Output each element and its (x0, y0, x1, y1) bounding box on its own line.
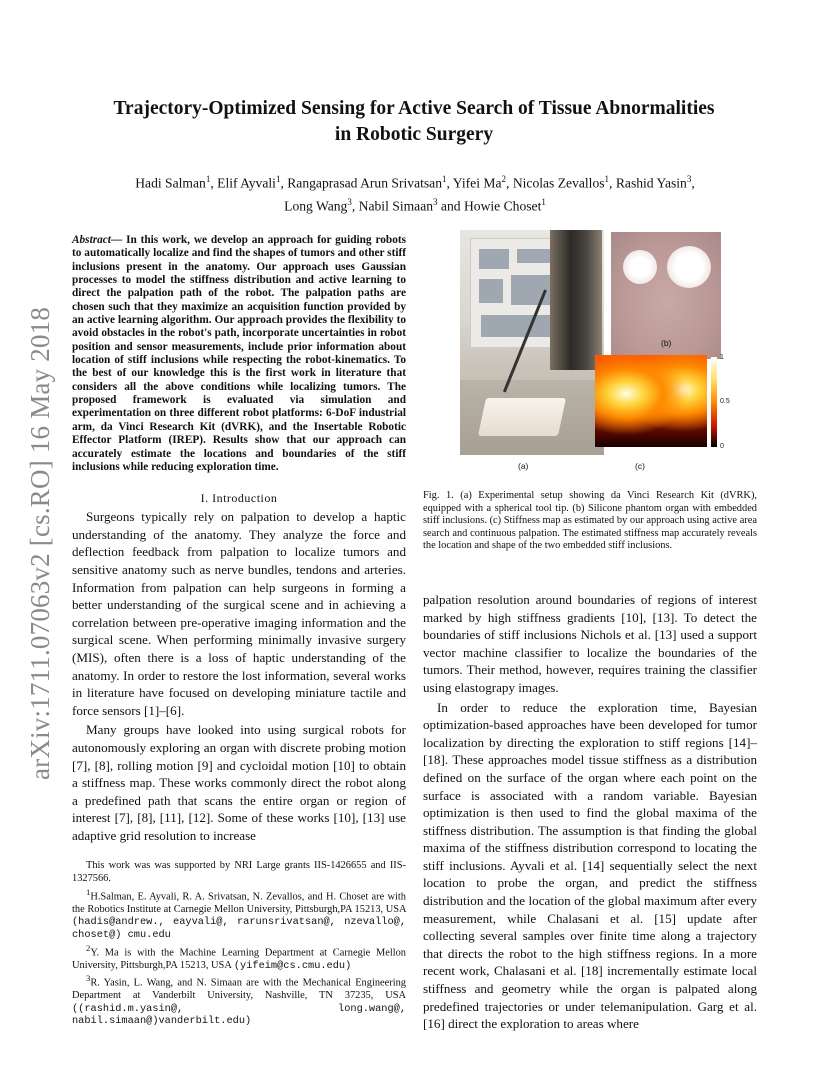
section-heading-introduction: I. Introduction (200, 491, 278, 506)
figure-1 (423, 230, 757, 480)
abstract (72, 234, 406, 474)
arxiv-stamp (20, 270, 60, 780)
colorbar-tick-mid: 0.5 (720, 398, 730, 405)
colorbar (711, 357, 717, 447)
footnote-grant: This work was was supported by NRI Large grants IIS-1426655 and IIS-1327566. (72, 860, 406, 885)
intro-paragraph-1: Surgeons typically rely on palpation to develop a haptic understanding of the anatomy. They analyze the force and deflection feedback from palpation to localize tumors and sensitive anatomy such as nerve bundles, tendons and arteries. Information from palpation can help surgeons in forming a better understanding of the surgical scene and in achieving a correlation between pre-operative imaging information and the surgical scene. When performing minimally invasive surgery (MIS), often there is a loss of haptic understanding of the anatomy. In order to restore the lost information, several works in literature have focused on developing miniature tactile and force sensors [1]–[6]. (72, 509, 406, 718)
footnotes (72, 860, 406, 1028)
sub-label-b: (b) (661, 338, 672, 348)
robot-arm (550, 230, 602, 370)
arxiv-id: arXiv:1711.07063v2 [cs.RO] 16 May 2018 (25, 306, 55, 780)
sub-label-a: (a) (518, 461, 529, 471)
footnote-3: $^3$R. Yasin, L. Wang, and N. Simaan are with the Mechanical Engineering Department at Vanderbilt University, Nashville, TN 37235, USA ((rashid.m.yasin@, long.wang@, nabil.simaan@)vanderbilt.edu) (72, 973, 406, 1028)
colorbar-tick-min: 0 (720, 443, 724, 450)
inclusion-spot (667, 246, 711, 288)
left-column (72, 234, 406, 1028)
right-body (423, 591, 757, 1033)
setup-photo (460, 230, 604, 455)
sub-label-c: (c) (635, 461, 645, 471)
right-column (423, 230, 757, 1033)
figure-caption: Fig. 1. (a) Experimental setup showing da Vinci Research Kit (dVRK), equipped with a spherical tool tip. (b) Silicone phantom organ with embedded stiff inclusions. (c) Stiffness map as estimated by our approach using active area search and continuous palpation. The estimated stiffness map accurately reveals the location and shape of the two embedded stiff inclusions. (423, 490, 757, 552)
stiffness-map (595, 355, 707, 447)
abstract-lead: Abstract (72, 234, 111, 246)
colorbar-tick-max: 1 (720, 354, 724, 361)
right-paragraph-2: In order to reduce the exploration time, Bayesian optimization-based approaches have been developed for tumor localization by directing the exploration to stiff regions [14]–[18]. These approaches model tissue stiffness as a distribution defined on the surface of the organ where each point on the surface is associated with a random variable. Bayesian optimization is then used to find the global maxima of the stiffness distribution. The assumption is that finding the global maxima of the stiffness distribution correspond to locating the stiff inclusions. Ayvali et al. [14] sequentially select the next location to probe the organ, and predict the stiffness distribution and the location of the global maximum after every measurement, while Chalasani et al. [15] update after collecting several samples over finite time along a trajectory that directs the robot to the high stiffness regions. In a more recent work, Chalasani et al. [18] incrementally estimate local stiffness and geometry while the organ is palpated along predefined trajectories or under telemanipulation. Garg et al. [16] direct the exploration to areas where (423, 699, 757, 1032)
right-paragraph-1: palpation resolution around boundaries of regions of interest marked by high stiffness gradients [10], [13]. To detect the boundaries of stiff inclusions Nichols et al. [13] used a support vector machine classifier to localize the boundaries of the tumors. Their method, however, requires training the classifier using elastograpy images. (423, 591, 757, 695)
introduction-body (72, 508, 406, 844)
footnote-2: $^2$Y. Ma is with the Machine Learning Department at Carnegie Mellon University, Pittsburgh,PA 15213, USA (yifeim@cs.cmu.edu) (72, 942, 406, 972)
inclusion-spot (623, 250, 657, 284)
intro-paragraph-2: Many groups have looked into using surgical robots for autonomously exploring an organ with discrete probing motion [7], [8], rolling motion [9] and cycloidal motion [10] to obtain a stiffness map. These works commonly direct the robot along a predefined path that scans the entire organ or region of interest [7], [8], [11], [12]. Some of these works [10], [13] use adaptive grid resolution to increase (72, 722, 406, 843)
phantom-block (478, 398, 566, 436)
abstract-text: — In this work, we develop an approach for guiding robots to automatically localize and find the shapes of tumors and other stiff inclusions present in the anatomy. Our approach uses Gaussian processes to model the stiffness distribution and active learning to direct the palpation path of the robot. The palpation paths are chosen such that they maximize an acquisition function provided by an active learning algorithm. Our approach provides the flexibility to avoid obstacles in the robot's path, incorporate uncertainties in robot position and sensor measurements, include prior information about location of stiff inclusions while respecting the robot-kinematics. To the best of our knowledge this is the first work in literature that considers all the above conditions while localizing tumors. The proposed framework is evaluated via simulation and experimentation on three different robot platforms: 6-DoF industrial arm, da Vinci Research Kit (dVRK), and the Insertable Robotic Effector Platform (IREP). Results show that our approach can accurately estimate the locations and boundaries of the stiff inclusions while reducing exploration time. (72, 234, 406, 473)
paper-title: Trajectory-Optimized Sensing for Active Search of Tissue Abnormalities in Robotic Surgery (113, 98, 715, 145)
author-list: Hadi Salman$^1$, Elif Ayvali$^1$, Rangaprasad Arun Srivatsan$^1$, Yifei Ma$^2$, Nicolas Zevallos$^1$, Rashid Yasin$^3$, Long Wang$^3$, Nabil Simaan$^3$ and Howie Choset$^1$ (135, 174, 695, 214)
footnote-1: $^1$H.Salman, E. Ayvali, R. A. Srivatsan, N. Zevallos, and H. Choset are with the Robotics Institute at Carnegie Mellon University, Pittsburgh,PA 15213, USA (hadis@andrew., eayvali@, rarunsrivatsan@, nzevallo@, choset@) cmu.edu (72, 886, 406, 941)
